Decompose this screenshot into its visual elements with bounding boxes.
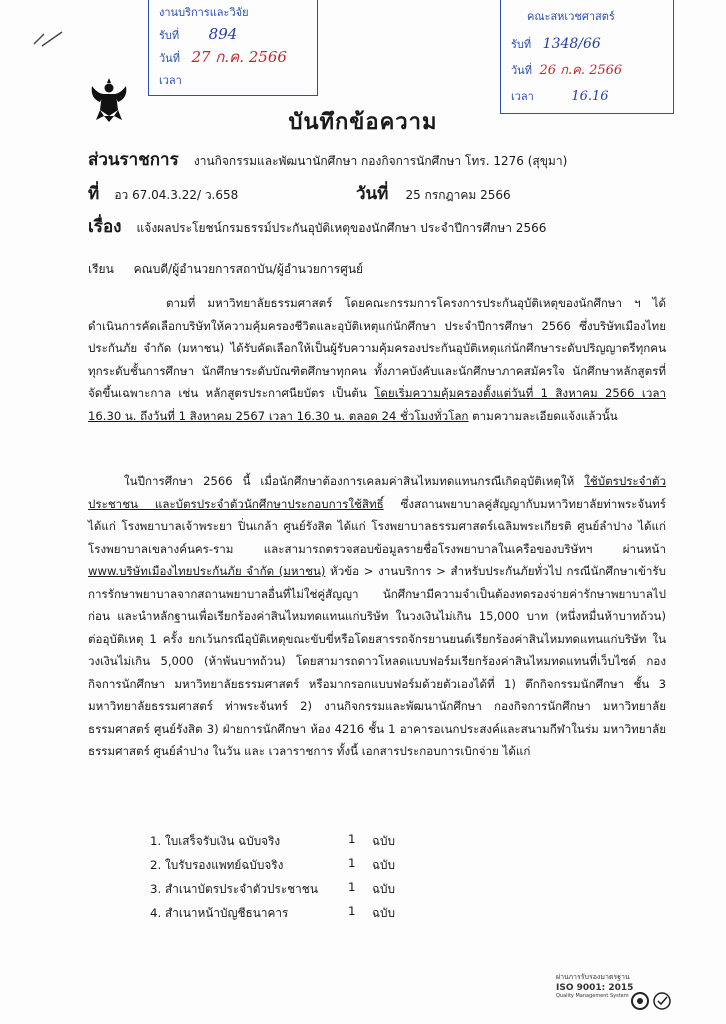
stamp-date-label: วันที่ <box>159 52 180 65</box>
addressee-value: คณบดี/ผู้อำนวยการสถาบัน/ผู้อำนวยการศูนย์ <box>133 262 364 276</box>
stamp-date-value: 27 ก.ค. 2566 <box>191 48 287 66</box>
received-stamp-right <box>500 0 674 114</box>
stamp-no-value: 1348/66 <box>542 36 601 52</box>
stamp-time-label: เวลา <box>159 74 182 87</box>
document-name: 1. ใบเสร็จรับเงิน ฉบับจริง <box>150 834 281 848</box>
stamp-no-value: 894 <box>208 25 238 43</box>
ref-row <box>88 180 238 207</box>
iso-line-3: Quality Management System <box>556 993 629 999</box>
certification-logo-icon <box>630 990 674 1012</box>
stamp-no-label: รับที่ <box>159 29 180 42</box>
received-stamp-left <box>148 0 318 96</box>
addressee-row <box>88 260 363 279</box>
stamp-no-label: รับที่ <box>511 38 532 51</box>
iso-line-1: ผ่านการรับรองมาตรฐาน <box>556 973 630 981</box>
document-name: 4. สำเนาหน้าบัญชีธนาคาร <box>150 906 289 920</box>
document-qty: 1 <box>348 856 356 870</box>
agency-label: ส่วนราชการ <box>88 150 179 170</box>
document-qty: 1 <box>348 880 356 894</box>
stamp-time-label: เวลา <box>511 90 534 103</box>
agency-row <box>88 146 567 173</box>
stamp-time-value: 16.16 <box>571 89 609 104</box>
document-name: 2. ใบรับรองแพทย์ฉบับจริง <box>150 858 284 872</box>
subject-value: แจ้งผลประโยชน์กรมธรรม์ประกันอุบัติเหตุของนักศึกษา ประจำปีการศึกษา 2566 <box>136 221 547 235</box>
document-qty: 1 <box>348 832 356 846</box>
document-unit: ฉบับ <box>372 858 396 872</box>
insurer-website-link[interactable]: www.บริษัทเมืองไทยประกันภัย จำกัด (มหาชน) <box>88 564 326 578</box>
body-paragraph-1 <box>88 292 666 427</box>
date-label: วันที่ <box>356 184 389 204</box>
para1-coverage-period: โดยเริ่มความคุ้มครองตั้งแต่วันที่ 1 สิงหาคม 2566 เวลา 16.30 น. ถึงวันที่ 1 สิงหาคม 2567 เวลา 16.30 น. ตลอด 24 ชั่วโมงทั่วโลก <box>88 386 666 423</box>
date-value: 25 กรกฎาคม 2566 <box>405 188 511 202</box>
date-row <box>356 180 511 207</box>
addressee-label: เรียน <box>88 262 114 276</box>
stamp-date-value: 26 ก.ค. 2566 <box>539 63 623 78</box>
document-name: 3. สำเนาบัตรประจำตัวประชาชน <box>150 882 318 896</box>
stamp-date-label: วันที่ <box>511 64 532 77</box>
subject-row <box>88 213 546 240</box>
stamp-office: คณะสหเวชศาสตร์ <box>527 10 615 23</box>
stamp-no-row <box>159 25 237 44</box>
document-title: บันทึกข้อความ <box>288 109 438 135</box>
iso-certification <box>556 972 633 999</box>
agency-value: งานกิจกรรมและพัฒนานักศึกษา กองกิจการนักศึกษา โทร. 1276 (สุขุมา) <box>193 154 568 168</box>
stamp-date-row <box>511 59 622 80</box>
para2-id-card-requirement: ใช้บัตรประจำตัวประชาชน และบัตรประจำตัวนักศึกษาประกอบการใช้สิทธิ์ <box>88 474 666 511</box>
para1-tail: ตามความละเอียดแจ้งแล้วนั้น <box>468 408 618 423</box>
body-paragraph-2 <box>88 470 666 763</box>
document-unit: ฉบับ <box>372 906 396 920</box>
stamp-date-row <box>159 45 287 69</box>
subject-label: เรื่อง <box>88 217 122 237</box>
stamp-time-row <box>511 87 609 105</box>
stamp-no-row <box>511 35 601 53</box>
document-unit: ฉบับ <box>372 882 396 896</box>
stamp-office: งานบริการและวิจัย <box>159 6 249 19</box>
document-unit: ฉบับ <box>372 834 396 848</box>
para1-text: ตามที่ มหาวิทยาลัยธรรมศาสตร์ โดยคณะกรรมการโครงการประกันอุบัติเหตุของนักศึกษา ฯ ได้ดำเนินการคัดเลือกบริษัทให้ความคุ้มครองชีวิตและอุบัติเหตุแก่นักศึกษา ประจำปีการศึกษา 2566 ซึ่งบริษัทเมืองไทยประกันภัย จำกัด (มหาชน) ได้รับคัดเลือกให้เป็นผู้รับความคุ้มครองประกันอุบัติเหตุแก่นักศึกษาระดับปริญญาตรีทุกคน ทุกระดับชั้นการศึกษา นักศึกษาระดับบัณฑิตศึกษาทุกคน ทั้งภาคบังคับและนักศึกษาภาคสมัครใจ นักศึกษาหลักสูตรที่จัดขึ้นเฉพาะกาล เช่น หลักสูตรประกาศนียบัตร เป็นต้น <box>88 296 666 400</box>
ref-value: อว 67.04.3.22/ ว.658 <box>114 188 239 202</box>
para2-text-2: ซึ่งสถานพยาบาลคู่สัญญากับมหาวิทยาลัยท่าพระจันทร์ ได้แก่ โรงพยาบาลเจ้าพระยา ปิ่นเกล้า ศูนย์รังสิต ได้แก่ โรงพยาบาลธรรมศาสตร์เฉลิมพระเกียรติ ศูนย์ลำปาง ได้แก่ โรงพยาบาลเขลางค์นคร-ราม และสามารถตรวจสอบข้อมูลรายชื่อโรงพยาบาลในเครือของบริษัทฯ ผ่านหน้า <box>88 496 666 556</box>
ref-label: ที่ <box>88 184 100 204</box>
para2-text-1: ในปีการศึกษา 2566 นี้ เมื่อนักศึกษาต้องการเคลมค่าสินไหมทดแทนกรณีเกิดอุบัติเหตุให้ <box>124 474 585 488</box>
iso-line-2: ISO 9001: 2015 <box>556 983 634 993</box>
para2-text-3: หัวข้อ > งานบริการ > สำหรับประกันภัยทั่วไป กรณีนักศึกษาเข้ารับการรักษาพยาบาลจากสถานพยาบาลอื่นที่ไม่ใช่คู่สัญญา นักศึกษามีความจำเป็นต้องทดรองจ่ายค่ารักษาพยาบาลไปก่อน และนำหลักฐานเพื่อเรียกร้องค่าสินไหมทดแทนแก่บริษัท ในวงเงินไม่เกิน 15,000 บาท (หนึ่งหมื่นห้าบาทถ้วน) ต่ออุบัติเหตุ 1 ครั้ง ยกเว้นกรณีอุบัติเหตุขณะขับขี่หรือโดยสารรถจักรยานยนต์เรียกร้องค่าสินไหมทดแทนแก่บริษัท ในวงเงินไม่เกิน 5,000 (ห้าพันบาทถ้วน) โดยสามารถดาวโหลดแบบฟอร์มเรียกร้องค่าสินไหมทดแทนที่เว็บไซต์ กองกิจการนักศึกษา มหาวิทยาลัยธรรมศาสตร์ หรือมากรอกแบบฟอร์มด้วยตัวเองได้ที่ 1) ตึกกิจกรรมนักศึกษา ชั้น 3 มหาวิทยาลัยธรรมศาสตร์ ท่าพระจันทร์ 2) งานกิจกรรมและพัฒนานักศึกษา กองกิจการนักศึกษา มหาวิทยาลัยธรรมศาสตร์ ศูนย์รังสิต 3) ฝ่ายการนักศึกษา ห้อง 4216 ชั้น 1 อาคารอเนกประสงค์และสนามกีฬาในร่ม มหาวิทยาลัยธรรมศาสตร์ ศูนย์ลำปาง ในวัน และ เวลาราชการ ทั้งนี้ เอกสารประกอบการเบิกจ่าย ได้แก่ <box>88 564 666 758</box>
document-qty: 1 <box>348 904 356 918</box>
handwritten-mark <box>30 28 70 50</box>
